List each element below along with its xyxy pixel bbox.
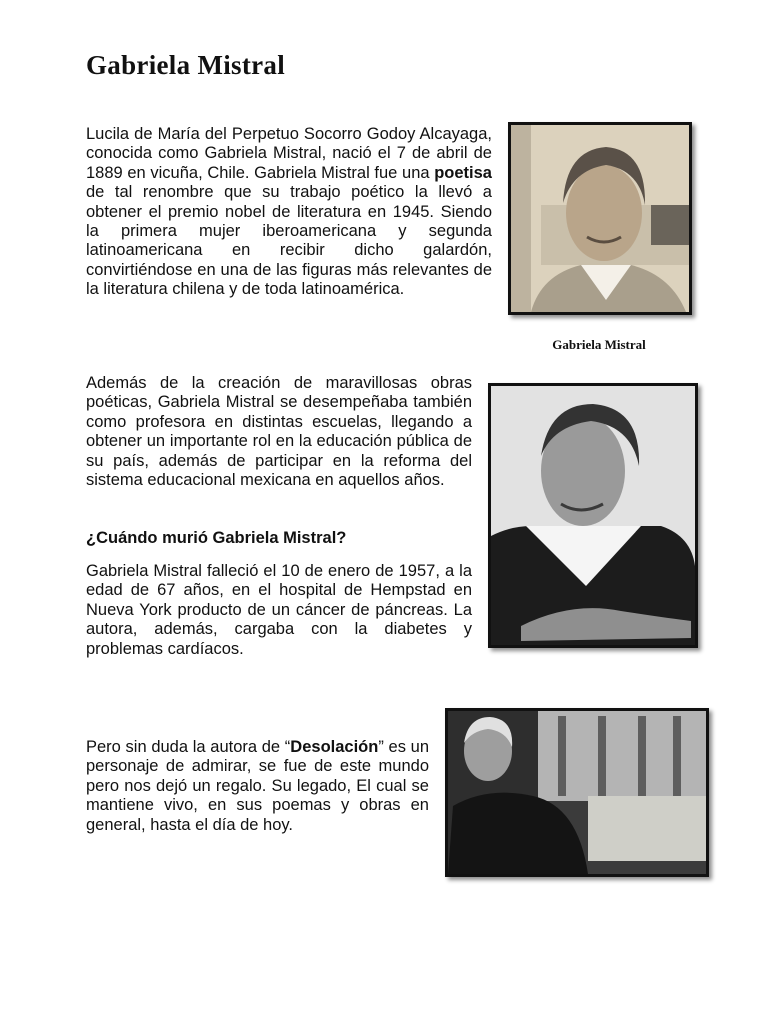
career-paragraph: Además de la creación de maravillosas obras poéticas, Gabriela Mistral se desempeñaba también como profesora en distintas escuelas, llegando a obtener un importante rol en la educación pública de su país, además de participar en la reforma del sistema educacional mexicana en aquellos años.: [86, 374, 472, 490]
legacy-bold-title: Desolación: [290, 738, 379, 756]
intro-bold-word: poetisa: [434, 163, 492, 182]
document-title: Gabriela Mistral: [86, 50, 286, 80]
portrait-photo-1: [508, 122, 692, 315]
intro-text-end: de tal renombre que su trabajo poético la llevó a obtener el premio nobel de literatura en 1945. Siendo la primera mujer iberoamericana y segunda latinoamericana en recibir dicho galardón, convirtiéndose en una de las figuras más relevantes de la literatura chilena y de toda latinoamérica.: [86, 183, 492, 299]
legacy-text-end: ” es un personaje de admirar, se fue de este mundo pero nos dejó un regalo. Su legado, El cual se mantiene vivo, en sus poemas y obras en general, hasta el día de hoy.: [86, 738, 429, 834]
portrait-photo-2: [488, 383, 698, 648]
death-heading: ¿Cuándo murió Gabriela Mistral?: [86, 529, 347, 547]
intro-paragraph: [86, 125, 492, 300]
portrait-smiling-image: [511, 125, 689, 312]
photo-caption: Gabriela Mistral: [552, 337, 646, 352]
intro-text-start: Lucila de María del Perpetuo Socorro Godoy Alcayaga, conocida como Gabriela Mistral, nació el 7 de abril de 1889 en vicuña, Chile. Gabriela Mistral fue una: [86, 125, 492, 182]
legacy-text-start: Pero sin duda la autora de “: [86, 738, 291, 756]
portrait-seated-image: [448, 711, 706, 874]
legacy-paragraph: [86, 738, 429, 835]
portrait-photo-3: [445, 708, 709, 877]
portrait-bw-image: [491, 386, 695, 645]
death-paragraph: Gabriela Mistral falleció el 10 de enero de 1957, a la edad de 67 años, en el hospital de Hempstad en Nueva York producto de un cáncer de páncreas. La autora, además, cargaba con la diabetes y problemas cardíacos.: [86, 562, 472, 658]
